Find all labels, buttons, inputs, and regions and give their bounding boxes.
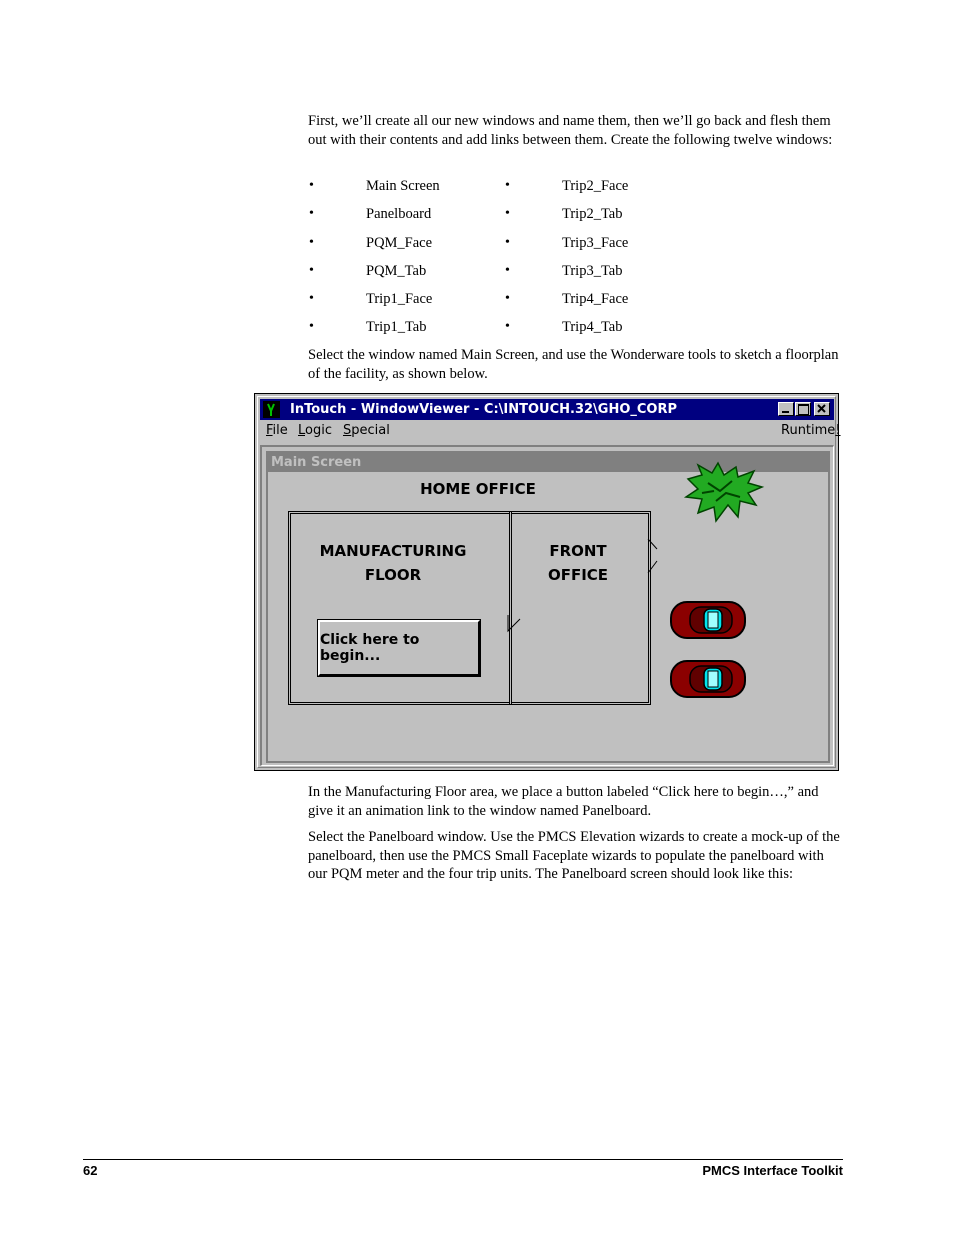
list-item: Trip3_Face xyxy=(562,235,629,251)
footer-divider xyxy=(83,1159,843,1160)
manufacturing-paragraph: In the Manufacturing Floor area, we place a button labeled “Click here to begin…,” and give it an animation link to the window named Panelboard. xyxy=(308,784,819,819)
close-icon xyxy=(815,403,829,415)
home-office-label: HOME OFFICE xyxy=(420,480,536,498)
list-item: Main Screen xyxy=(366,178,440,194)
car-icon xyxy=(668,658,748,700)
menu-bar xyxy=(260,421,841,441)
maximize-button[interactable] xyxy=(795,402,811,416)
bullet: • xyxy=(309,206,314,221)
client-area xyxy=(260,445,834,766)
list-item: Trip1_Tab xyxy=(366,319,427,335)
click-here-to-begin-button[interactable]: Click here to begin... xyxy=(318,620,480,676)
menu-file[interactable]: File xyxy=(266,423,288,438)
front-office-label-line2: OFFICE xyxy=(547,566,609,584)
maximize-icon xyxy=(798,404,809,415)
minimize-button[interactable] xyxy=(778,402,794,416)
bullet: • xyxy=(505,319,510,334)
bullet: • xyxy=(505,206,510,221)
close-button[interactable] xyxy=(814,402,830,416)
intro-paragraph: First, we’ll create all our new windows and name them, then we’ll go back and flesh them out with their contents and add links between them. Create the following twelve windows: xyxy=(308,113,833,148)
bullet: • xyxy=(505,235,510,250)
list-item: Trip3_Tab xyxy=(562,263,623,279)
door-icon xyxy=(504,613,522,635)
windowviewer-screenshot xyxy=(254,393,839,771)
minimize-icon xyxy=(782,411,789,413)
bullet: • xyxy=(505,263,510,278)
list-item: Panelboard xyxy=(366,206,432,222)
list-item: Trip2_Tab xyxy=(562,206,623,222)
list-item: Trip2_Face xyxy=(562,178,629,194)
list-item: PQM_Tab xyxy=(366,263,427,279)
app-icon xyxy=(263,401,280,418)
select-paragraph: Select the window named Main Screen, and use the Wonderware tools to sketch a floorplan of the facility, as shown below. xyxy=(308,347,839,382)
door-icon xyxy=(645,537,663,577)
car-icon xyxy=(668,599,748,641)
bullet: • xyxy=(309,291,314,306)
bullet: • xyxy=(309,263,314,278)
menu-special[interactable]: Special xyxy=(343,423,390,438)
bullet: • xyxy=(309,178,314,193)
tree-icon xyxy=(680,461,770,527)
menu-logic[interactable]: Logic xyxy=(298,423,332,438)
title-bar[interactable] xyxy=(260,399,834,420)
manufacturing-label-line1: MANUFACTURING xyxy=(319,542,467,560)
main-screen-window xyxy=(266,451,830,763)
list-item: Trip1_Face xyxy=(366,291,433,307)
list-item: PQM_Face xyxy=(366,235,433,251)
menu-runtime[interactable]: Runtime! xyxy=(781,423,841,438)
panelboard-paragraph: Select the Panelboard window. Use the PMCS Elevation wizards to create a mock-up of the panelboard, then use the PMCS Small Faceplate wizards to populate the panelboard with our PQM meter and the four trip units. The Panelboard screen should look like this: xyxy=(308,829,840,882)
list-item: Trip4_Face xyxy=(562,291,629,307)
bullet: • xyxy=(505,178,510,193)
page-number: 62 xyxy=(83,1163,98,1178)
bullet: • xyxy=(309,319,314,334)
bullet: • xyxy=(505,291,510,306)
manufacturing-label-line2: FLOOR xyxy=(364,566,422,584)
child-title-bar[interactable]: Main Screen xyxy=(268,453,828,472)
front-office-label-line1: FRONT xyxy=(549,542,607,560)
bullet: • xyxy=(309,235,314,250)
list-item: Trip4_Tab xyxy=(562,319,623,335)
footer-title: PMCS Interface Toolkit xyxy=(702,1163,843,1178)
window-title: InTouch - WindowViewer - C:\INTOUCH.32\GHO_CORP xyxy=(290,402,678,417)
